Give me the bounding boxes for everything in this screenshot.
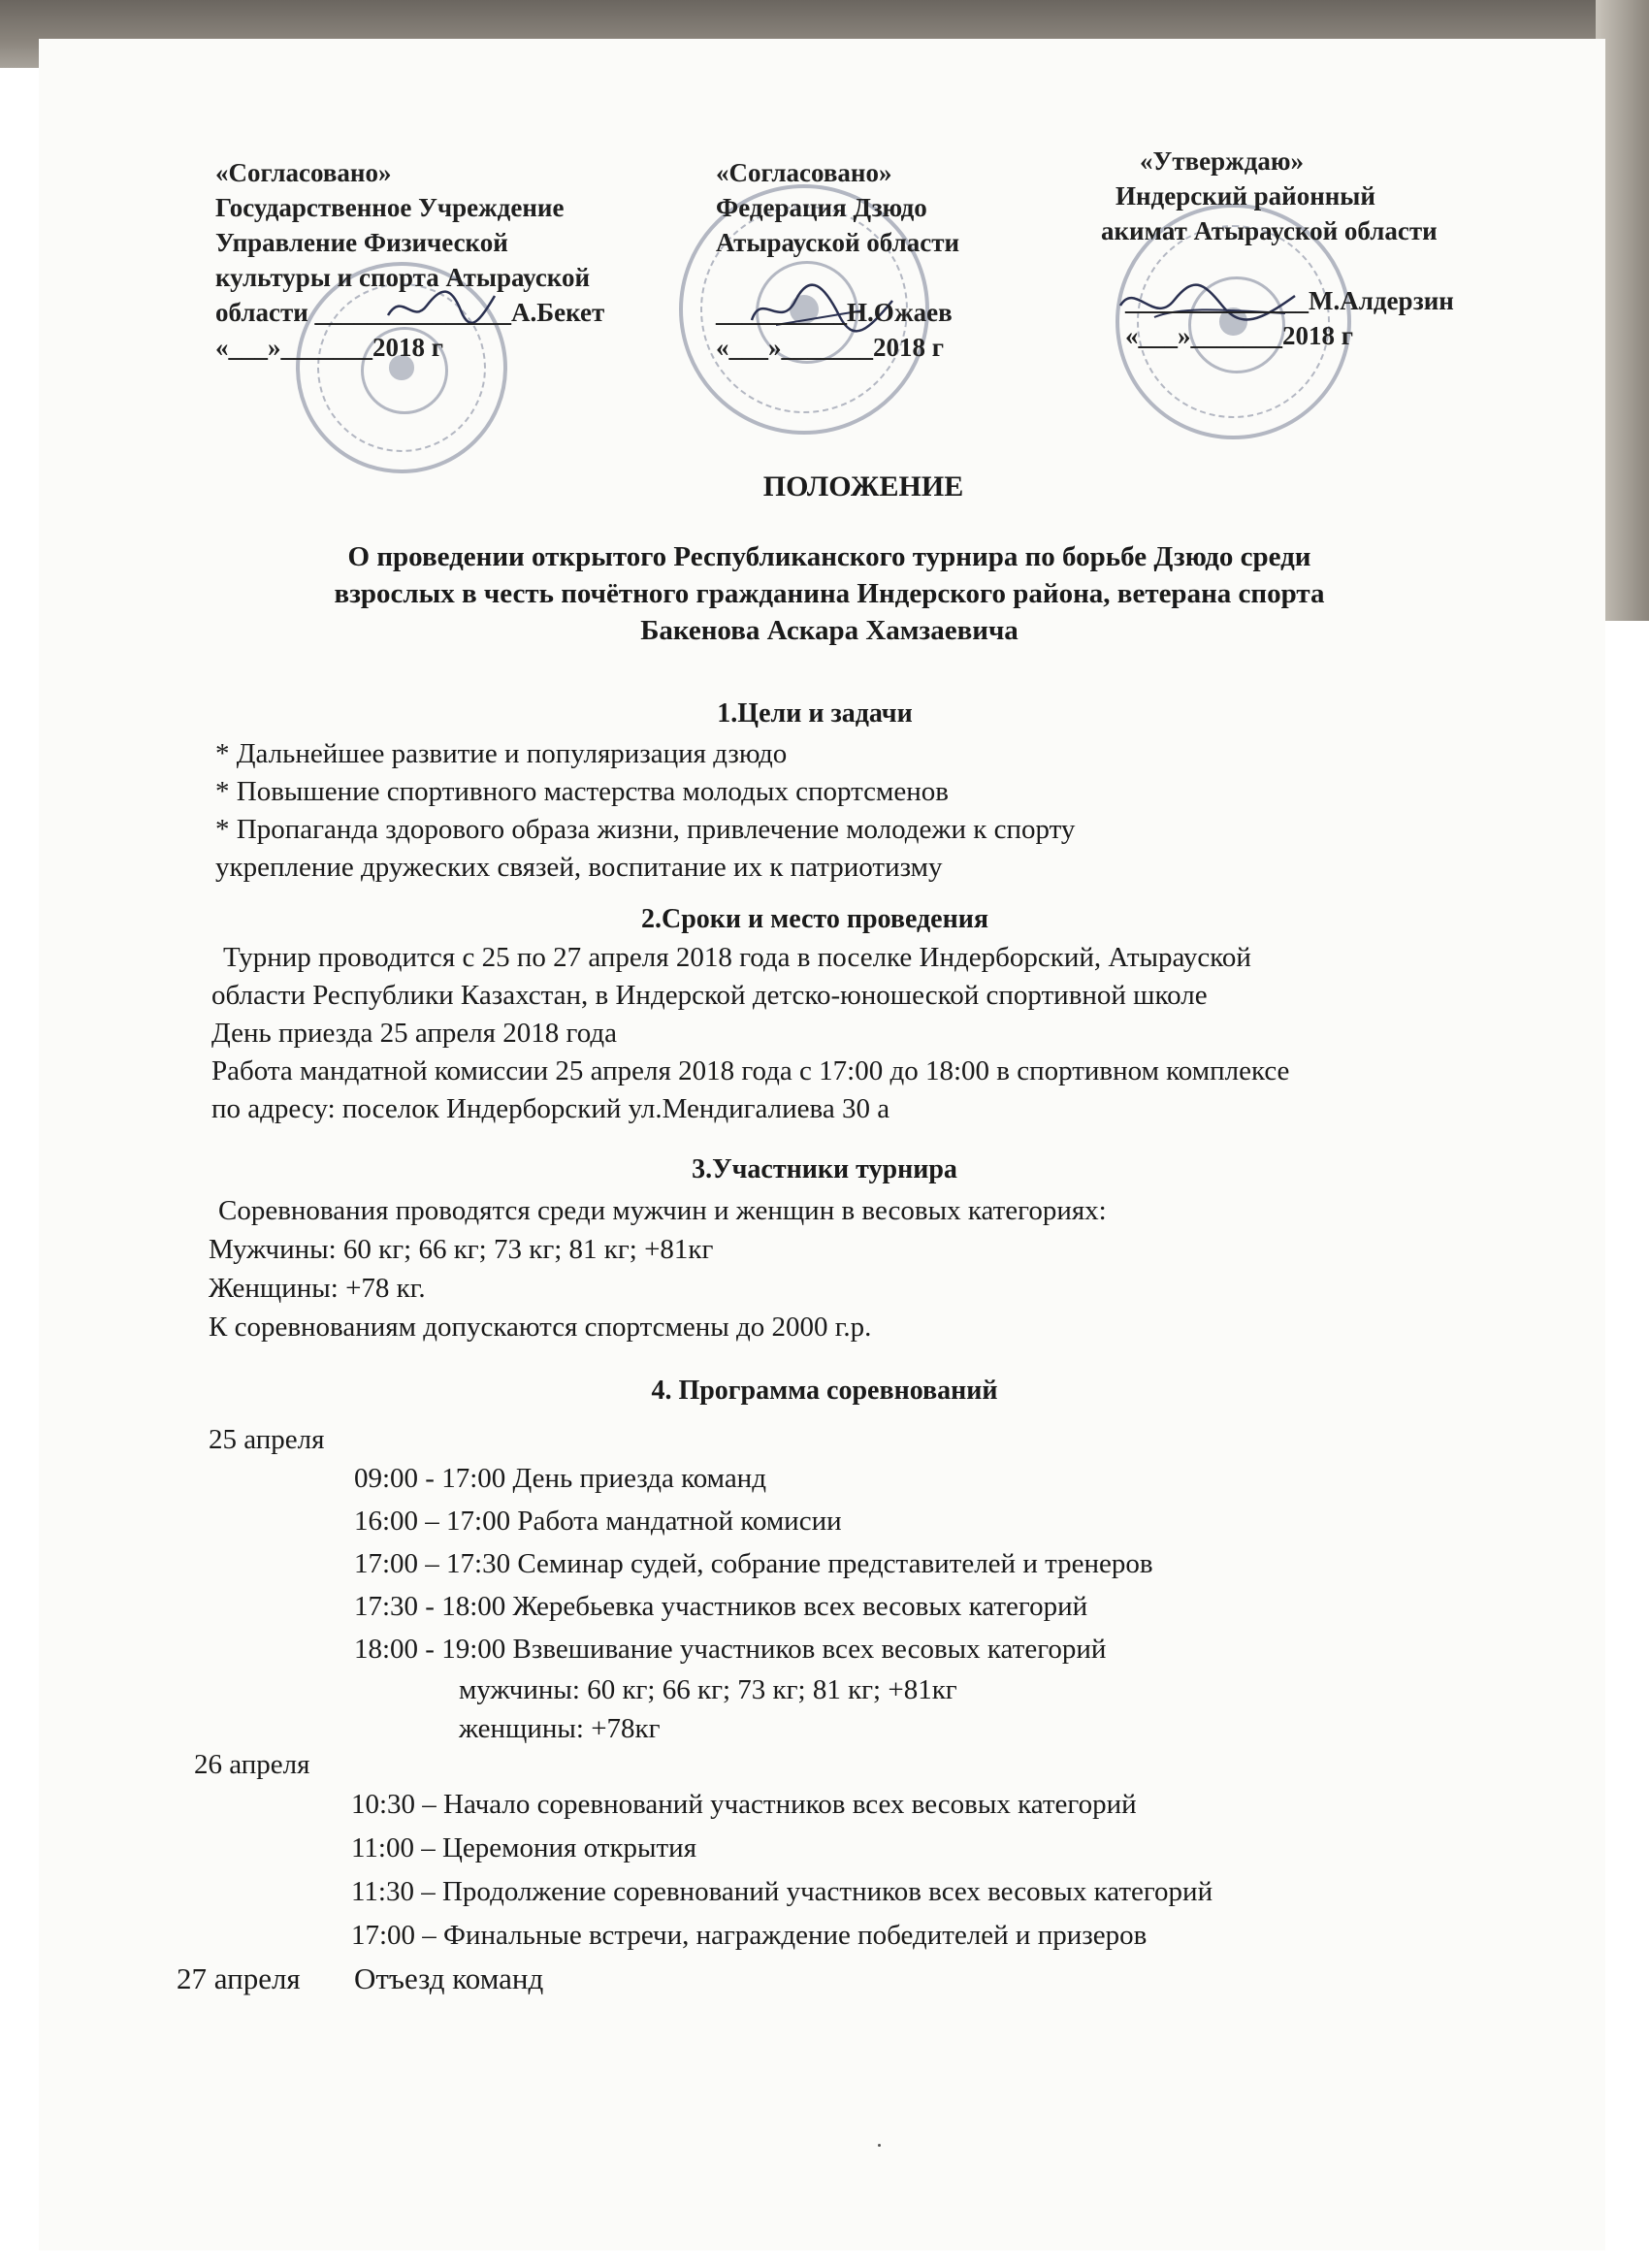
approval-line: области _______________А.Бекет (215, 298, 605, 327)
program-day2-items (351, 1783, 1212, 1958)
approval-line: «___»_______2018 г (1125, 321, 1354, 350)
program-item: 10:30 – Начало соревнований участников всех весовых категорий (351, 1789, 1137, 1820)
subtitle-line: Бакенова Аскара Хамзаевича (640, 615, 1018, 646)
program-date-day2: 26 апреля (194, 1749, 310, 1780)
dates-text (211, 939, 1289, 1128)
list-item: укрепление дружеских связей, воспитание их к патриотизму (215, 852, 943, 883)
program-item: 09:00 - 17:00 День приезда команд (354, 1463, 766, 1494)
program-sub-item: женщины: +78кг (459, 1713, 661, 1744)
section-heading-participants: 3.Участники турнира (692, 1154, 957, 1184)
program-date-day1: 25 апреля (209, 1424, 325, 1455)
approval-line: Атырауской области (716, 228, 960, 257)
program-item: 17:00 – Финальные встречи, награждение победителей и призеров (351, 1920, 1148, 1951)
subtitle-line: О проведении открытого Республиканского турнира по борьбе Дзюдо среди (347, 541, 1311, 572)
approval-line: культуры и спорта Атырауской (215, 263, 591, 292)
approval-line: «Согласовано» (716, 158, 892, 187)
program-item: 11:00 – Церемония открытия (351, 1832, 697, 1863)
paragraph-line: Мужчины: 60 кг; 66 кг; 73 кг; 81 кг; +81кг (209, 1234, 714, 1265)
approval-line: «Утверждаю» (1140, 146, 1305, 176)
section-heading-goals: 1.Цели и задачи (717, 698, 913, 729)
approval-block-middle (716, 155, 959, 365)
paragraph-line: К соревнованиям допускаются спортсмены до 2000 г.р. (209, 1312, 872, 1343)
approval-block-right (1101, 144, 1454, 353)
approval-line: «___»_______2018 г (215, 333, 444, 362)
section-heading-program: 4. Программа соревнований (651, 1376, 998, 1406)
paragraph-line: Работа мандатной комиссии 25 апреля 2018 года с 17:00 до 18:00 в спортивном комплексе (211, 1055, 1290, 1086)
program-sub-item: мужчины: 60 кг; 66 кг; 73 кг; 81 кг; +81кг (459, 1674, 957, 1705)
program-item: 18:00 - 19:00 Взвешивание участников всех весовых категорий (354, 1634, 1107, 1665)
approval-line: Управление Физической (215, 228, 508, 257)
list-item: * Дальнейшее развитие и популяризация дзюдо (215, 738, 788, 769)
paragraph-line: День приезда 25 апреля 2018 года (211, 1018, 617, 1049)
approval-line: Индерский районный (1116, 181, 1375, 211)
program-date-day3: 27 апреля (177, 1961, 301, 1995)
approval-line: акимат Атырауской области (1101, 216, 1438, 245)
goals-list (215, 735, 1075, 887)
section-heading-dates: 2.Сроки и место проведения (640, 904, 989, 934)
document-subtitle (44, 538, 1615, 649)
list-item: * Пропаганда здорового образа жизни, привлечение молодежи к спорту (215, 814, 1076, 845)
program-day3-text: Отъезд команд (354, 1961, 544, 1995)
program-item: 16:00 – 17:00 Работа мандатной комисии (354, 1506, 842, 1537)
approval-line: __________Н.Ожаев (716, 298, 953, 327)
approval-line: «Согласовано» (215, 158, 392, 187)
paragraph-line: Турнир проводится с 25 по 27 апреля 2018 года в поселке Индерборский, Атырауской (223, 942, 1251, 973)
scan-speck (878, 2144, 881, 2147)
approval-line: Государственное Учреждение (215, 193, 565, 222)
program-item: 11:30 – Продолжение соревнований участников всех весовых категорий (351, 1876, 1213, 1907)
program-item: 17:30 - 18:00 Жеребьевка участников всех весовых категорий (354, 1591, 1088, 1622)
subtitle-line: взрослых в честь почётного гражданина Индерского района, ветерана спорта (334, 578, 1325, 609)
approval-block-left (215, 155, 604, 365)
paragraph-line: по адресу: поселок Индерборский ул.Мендигалиева 30 а (211, 1093, 890, 1124)
program-day1-items (354, 1457, 1153, 1748)
program-item: 17:00 – 17:30 Семинар судей, собрание представителей и тренеров (354, 1548, 1153, 1579)
paragraph-line: Женщины: +78 кг. (209, 1273, 426, 1304)
paragraph-line: области Республики Казахстан, в Индерской детско-юношеской спортивной школе (211, 980, 1208, 1011)
participants-text (209, 1191, 1107, 1346)
approval-line: Федерация Дзюдо (716, 193, 927, 222)
list-item: * Повышение спортивного мастерства молодых спортсменов (215, 776, 949, 807)
approval-line: «___»_______2018 г (716, 333, 945, 362)
document-title: ПОЛОЖЕНИЕ (762, 470, 964, 502)
approval-line (1101, 248, 1454, 283)
paragraph-line: Соревнования проводятся среди мужчин и женщин в весовых категориях: (218, 1195, 1107, 1226)
approval-line: ______________М.Алдерзин (1125, 286, 1454, 315)
